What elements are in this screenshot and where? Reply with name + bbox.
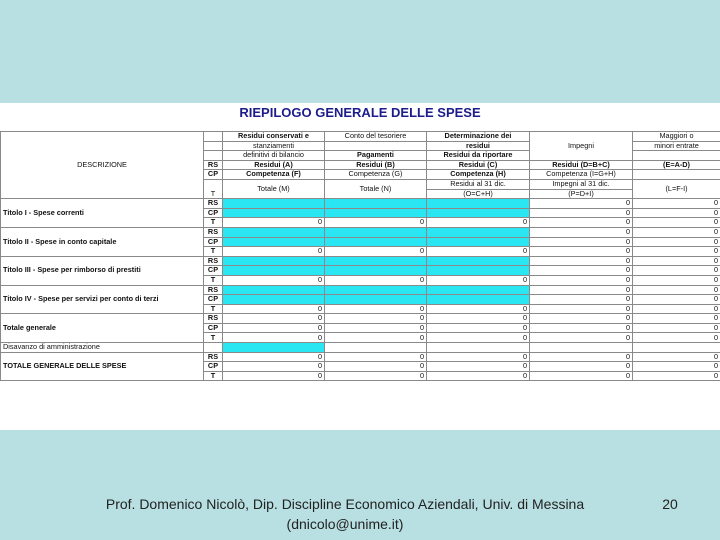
table-cell: 0 bbox=[427, 275, 530, 285]
empty-cell bbox=[325, 208, 427, 218]
empty-cell bbox=[325, 227, 427, 237]
footer-email: (dnicolo@unime.it) bbox=[286, 516, 404, 532]
table-cell: 0 bbox=[633, 323, 720, 333]
header-row bbox=[1, 132, 720, 142]
table-cell: 0 bbox=[223, 323, 325, 333]
header-c-2: residui bbox=[427, 141, 530, 151]
table-cell: T bbox=[204, 371, 223, 381]
header-c-4: Residui (C) bbox=[427, 160, 530, 170]
empty-cell bbox=[427, 237, 530, 247]
table-cell: 0 bbox=[530, 371, 633, 381]
table-cell: CP bbox=[204, 208, 223, 218]
empty-cell bbox=[325, 285, 427, 295]
table-cell: 0 bbox=[633, 256, 720, 266]
table-cell: 0 bbox=[633, 266, 720, 276]
empty-cell bbox=[325, 266, 427, 276]
table-cell: 0 bbox=[223, 333, 325, 343]
table-cell: 0 bbox=[633, 352, 720, 362]
header-d-1: Impegni bbox=[530, 132, 633, 161]
empty-cell bbox=[633, 170, 720, 180]
table-cell: 0 bbox=[633, 304, 720, 314]
table-cell: 0 bbox=[427, 371, 530, 381]
table-cell: 0 bbox=[223, 352, 325, 362]
table-cell: 0 bbox=[530, 314, 633, 324]
table-row bbox=[1, 314, 720, 324]
table-cell: 0 bbox=[633, 362, 720, 372]
table-row bbox=[1, 227, 720, 237]
table-cell: 0 bbox=[633, 208, 720, 218]
empty-cell bbox=[325, 141, 427, 151]
table-cell: T bbox=[204, 275, 223, 285]
table-cell: 0 bbox=[530, 208, 633, 218]
table-cell: CP bbox=[204, 237, 223, 247]
table-row bbox=[1, 343, 720, 353]
table-cell: 0 bbox=[633, 237, 720, 247]
empty-cell bbox=[427, 266, 530, 276]
empty-cell bbox=[223, 199, 325, 209]
table-row bbox=[1, 352, 720, 362]
empty-cell bbox=[633, 151, 720, 161]
header-d-2: Residui (D=B+C) bbox=[530, 160, 633, 170]
empty-cell bbox=[325, 295, 427, 305]
empty-cell bbox=[223, 256, 325, 266]
empty-cell bbox=[223, 266, 325, 276]
header-descrizione: DESCRIZIONE bbox=[1, 132, 204, 199]
empty-cell bbox=[427, 295, 530, 305]
row-label-disavanzo: Disavanzo di amministrazione bbox=[1, 343, 204, 353]
header-a-4: Residui (A) bbox=[223, 160, 325, 170]
header-c-7: (O=C+H) bbox=[427, 189, 530, 199]
table-cell: 0 bbox=[633, 371, 720, 381]
table-cell: 0 bbox=[530, 323, 633, 333]
header-a-3: definitivi di bilancio bbox=[223, 151, 325, 161]
table-cell: 0 bbox=[530, 285, 633, 295]
header-a-1: Residui conservati e bbox=[223, 132, 325, 142]
table-cell: 0 bbox=[427, 323, 530, 333]
row-label-totale-generale: TOTALE GENERALE DELLE SPESE bbox=[1, 352, 204, 381]
table-cell: RS bbox=[204, 352, 223, 362]
table-cell: 0 bbox=[427, 218, 530, 228]
table-cell: RS bbox=[204, 227, 223, 237]
row-label-titolo-2: Titolo II - Spese in conto capitale bbox=[1, 227, 204, 256]
table-cell: 0 bbox=[427, 314, 530, 324]
page-number: 20 bbox=[662, 496, 678, 512]
table-cell: 0 bbox=[633, 285, 720, 295]
table-cell: 0 bbox=[325, 371, 427, 381]
table-cell: 0 bbox=[633, 314, 720, 324]
table-row bbox=[1, 199, 720, 209]
expense-summary-table bbox=[0, 131, 720, 381]
table-cell: 0 bbox=[223, 314, 325, 324]
header-a-5: Competenza (F) bbox=[223, 170, 325, 180]
empty-cell bbox=[427, 199, 530, 209]
header-c-3: Residui da riportare bbox=[427, 151, 530, 161]
table-cell: 0 bbox=[530, 352, 633, 362]
table-cell: 0 bbox=[325, 275, 427, 285]
table-cell: 0 bbox=[223, 247, 325, 257]
table-cell: 0 bbox=[530, 333, 633, 343]
table-cell: 0 bbox=[223, 218, 325, 228]
header-b-4: Competenza (G) bbox=[325, 170, 427, 180]
table-cell: 0 bbox=[223, 275, 325, 285]
header-b-1: Conto del tesoriere bbox=[325, 132, 427, 142]
table-cell: RS bbox=[204, 285, 223, 295]
table-cell: 0 bbox=[427, 304, 530, 314]
table-cell: 0 bbox=[530, 227, 633, 237]
table-cell: 0 bbox=[530, 199, 633, 209]
table-cell: 0 bbox=[325, 352, 427, 362]
empty-cell bbox=[325, 343, 427, 353]
table-cell: 0 bbox=[325, 333, 427, 343]
table-cell: 0 bbox=[530, 275, 633, 285]
header-c-6: Residui al 31 dic. bbox=[427, 179, 530, 189]
table-cell: 0 bbox=[325, 247, 427, 257]
header-a-2: stanziamenti bbox=[223, 141, 325, 151]
empty-cell bbox=[223, 227, 325, 237]
empty-cell bbox=[223, 343, 325, 353]
table-cell: 0 bbox=[530, 304, 633, 314]
header-a-6: Totale (M) bbox=[223, 179, 325, 198]
table-cell: T bbox=[204, 304, 223, 314]
table-cell: 0 bbox=[633, 218, 720, 228]
table-cell: 0 bbox=[633, 199, 720, 209]
row-label-titolo-4: Titolo IV - Spese per servizi per conto di terzi bbox=[1, 285, 204, 314]
table-cell: CP bbox=[204, 266, 223, 276]
table-cell: 0 bbox=[427, 247, 530, 257]
row-label-titolo-3: Titolo III - Spese per rimborso di prestiti bbox=[1, 256, 204, 285]
table-cell: CP bbox=[204, 362, 223, 372]
table-cell: RS bbox=[204, 256, 223, 266]
table-cell: 0 bbox=[530, 362, 633, 372]
row-label-titolo-1: Titolo I - Spese correnti bbox=[1, 199, 204, 228]
empty-cell bbox=[427, 227, 530, 237]
empty-cell bbox=[204, 141, 223, 151]
table-row bbox=[1, 256, 720, 266]
empty-cell bbox=[223, 295, 325, 305]
table-cell: 0 bbox=[325, 362, 427, 372]
header-d-5: (P=D+I) bbox=[530, 189, 633, 199]
empty-cell bbox=[204, 343, 223, 353]
code-cp: CP bbox=[204, 170, 223, 180]
header-b-3: Residui (B) bbox=[325, 160, 427, 170]
table-cell: 0 bbox=[325, 314, 427, 324]
code-rs: RS bbox=[204, 160, 223, 170]
table-row bbox=[1, 285, 720, 295]
table-cell: 0 bbox=[530, 256, 633, 266]
table-title: RIEPILOGO GENERALE DELLE SPESE bbox=[239, 105, 481, 120]
table-cell: 0 bbox=[633, 247, 720, 257]
table-cell: 0 bbox=[427, 362, 530, 372]
footer-author: Prof. Domenico Nicolò, Dip. Discipline Economico Aziendali, Univ. di Messina bbox=[105, 496, 585, 512]
empty-cell bbox=[530, 343, 633, 353]
empty-cell bbox=[427, 343, 530, 353]
table-cell: T bbox=[204, 333, 223, 343]
table-cell: 0 bbox=[223, 371, 325, 381]
empty-cell bbox=[325, 256, 427, 266]
header-e-4: (L=F-I) bbox=[633, 179, 720, 198]
table-cell: 0 bbox=[325, 323, 427, 333]
table-cell: 0 bbox=[530, 295, 633, 305]
table-cell: 0 bbox=[223, 362, 325, 372]
empty-cell bbox=[633, 343, 720, 353]
spreadsheet-area bbox=[0, 103, 720, 430]
empty-cell bbox=[223, 237, 325, 247]
code-t: T bbox=[204, 179, 223, 198]
table-cell: 0 bbox=[633, 295, 720, 305]
header-b-2: Pagamenti bbox=[325, 151, 427, 161]
table-cell: RS bbox=[204, 199, 223, 209]
header-c-5: Competenza (H) bbox=[427, 170, 530, 180]
empty-cell bbox=[427, 256, 530, 266]
header-d-3: Competenza (I=G+H) bbox=[530, 170, 633, 180]
header-d-4: Impegni al 31 dic. bbox=[530, 179, 633, 189]
empty-cell bbox=[427, 208, 530, 218]
header-b-5: Totale (N) bbox=[325, 179, 427, 198]
empty-cell bbox=[223, 208, 325, 218]
table-cell: 0 bbox=[427, 352, 530, 362]
empty-cell bbox=[223, 285, 325, 295]
table-cell: 0 bbox=[633, 275, 720, 285]
table-cell: T bbox=[204, 247, 223, 257]
table-cell: CP bbox=[204, 295, 223, 305]
table-cell: 0 bbox=[325, 218, 427, 228]
header-e-3: (E=A-D) bbox=[633, 160, 720, 170]
header-e-2: minori entrate bbox=[633, 141, 720, 151]
empty-cell bbox=[204, 151, 223, 161]
header-c-1: Determinazione dei bbox=[427, 132, 530, 142]
table-cell: T bbox=[204, 218, 223, 228]
table-cell: 0 bbox=[530, 237, 633, 247]
table-cell: 0 bbox=[633, 333, 720, 343]
empty-cell bbox=[204, 132, 223, 142]
table-cell: 0 bbox=[530, 218, 633, 228]
table-cell: 0 bbox=[633, 227, 720, 237]
table-cell: CP bbox=[204, 323, 223, 333]
row-label-totale: Totale generale bbox=[1, 314, 204, 343]
header-e-1: Maggiori o bbox=[633, 132, 720, 142]
empty-cell bbox=[427, 285, 530, 295]
table-cell: 0 bbox=[325, 304, 427, 314]
empty-cell bbox=[325, 237, 427, 247]
slide-footer bbox=[80, 494, 610, 534]
table-cell: RS bbox=[204, 314, 223, 324]
table-cell: 0 bbox=[427, 333, 530, 343]
table-cell: 0 bbox=[530, 247, 633, 257]
table-cell: 0 bbox=[223, 304, 325, 314]
table-cell: 0 bbox=[530, 266, 633, 276]
empty-cell bbox=[325, 199, 427, 209]
